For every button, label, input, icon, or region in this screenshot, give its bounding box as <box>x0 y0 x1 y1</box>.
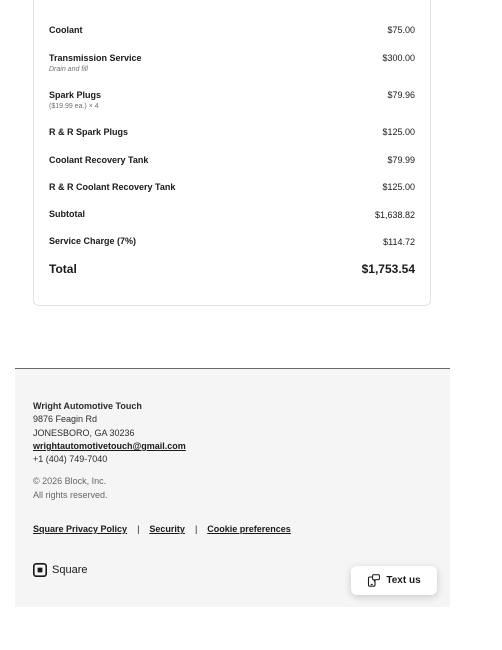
security-link[interactable]: Security <box>149 524 185 534</box>
square-wordmark: Square <box>52 564 88 576</box>
item-price: $79.99 <box>387 155 415 165</box>
item-note: Drain and fill <box>49 66 88 73</box>
line-item <box>49 53 415 73</box>
item-name: Coolant <box>49 25 83 35</box>
service-charge-value: $114.72 <box>383 237 415 247</box>
line-item <box>49 155 415 165</box>
text-us-label: Text us <box>386 575 421 586</box>
link-separator: | <box>137 524 140 534</box>
line-item <box>49 182 415 192</box>
footer-links <box>33 524 291 534</box>
item-name: R & R Coolant Recovery Tank <box>49 182 176 192</box>
line-item <box>49 25 415 35</box>
line-item <box>49 90 415 110</box>
service-charge-label: Service Charge (7%) <box>49 236 137 246</box>
cookie-preferences-link[interactable]: Cookie preferences <box>207 524 291 534</box>
subtotal-value: $1,638.82 <box>374 210 415 220</box>
subtotal-row <box>49 209 415 219</box>
total-value: $1,753.54 <box>361 262 415 276</box>
item-price: $75.00 <box>387 25 415 35</box>
square-logo-icon <box>33 563 47 577</box>
line-item <box>49 127 415 137</box>
item-name: Coolant Recovery Tank <box>49 155 149 165</box>
phone-number: +1 (404) 749-7040 <box>33 454 108 464</box>
square-brand[interactable] <box>33 563 87 577</box>
item-price: $125.00 <box>382 182 415 192</box>
business-name: Wright Automotive Touch <box>33 401 142 411</box>
rights-reserved: All rights reserved. <box>33 490 108 500</box>
item-note: ($19.99 ea.) × 4 <box>49 103 99 110</box>
address-line-1: 9876 Feagin Rd <box>33 414 98 424</box>
item-name: Spark Plugs <box>49 90 102 100</box>
copyright: © 2026 Block, Inc. <box>33 476 107 486</box>
item-name: Transmission Service <box>49 53 142 63</box>
address-line-2: JONESBORO, GA 30236 <box>33 428 135 438</box>
email-link[interactable]: wrightautomotivetouch@gmail.com <box>33 441 186 451</box>
receipt-card <box>33 0 431 306</box>
privacy-policy-link[interactable]: Square Privacy Policy <box>33 524 128 534</box>
total-row <box>49 262 415 276</box>
text-us-button[interactable] <box>351 566 437 595</box>
item-name: R & R Spark Plugs <box>49 127 129 137</box>
total-label: Total <box>49 262 77 276</box>
service-charge-row <box>49 236 415 246</box>
subtotal-label: Subtotal <box>49 209 85 219</box>
phone-message-icon <box>367 574 380 587</box>
item-price: $300.00 <box>382 53 415 63</box>
item-price: $125.00 <box>382 127 415 137</box>
link-separator: | <box>194 524 198 534</box>
item-price: $79.96 <box>387 90 415 100</box>
